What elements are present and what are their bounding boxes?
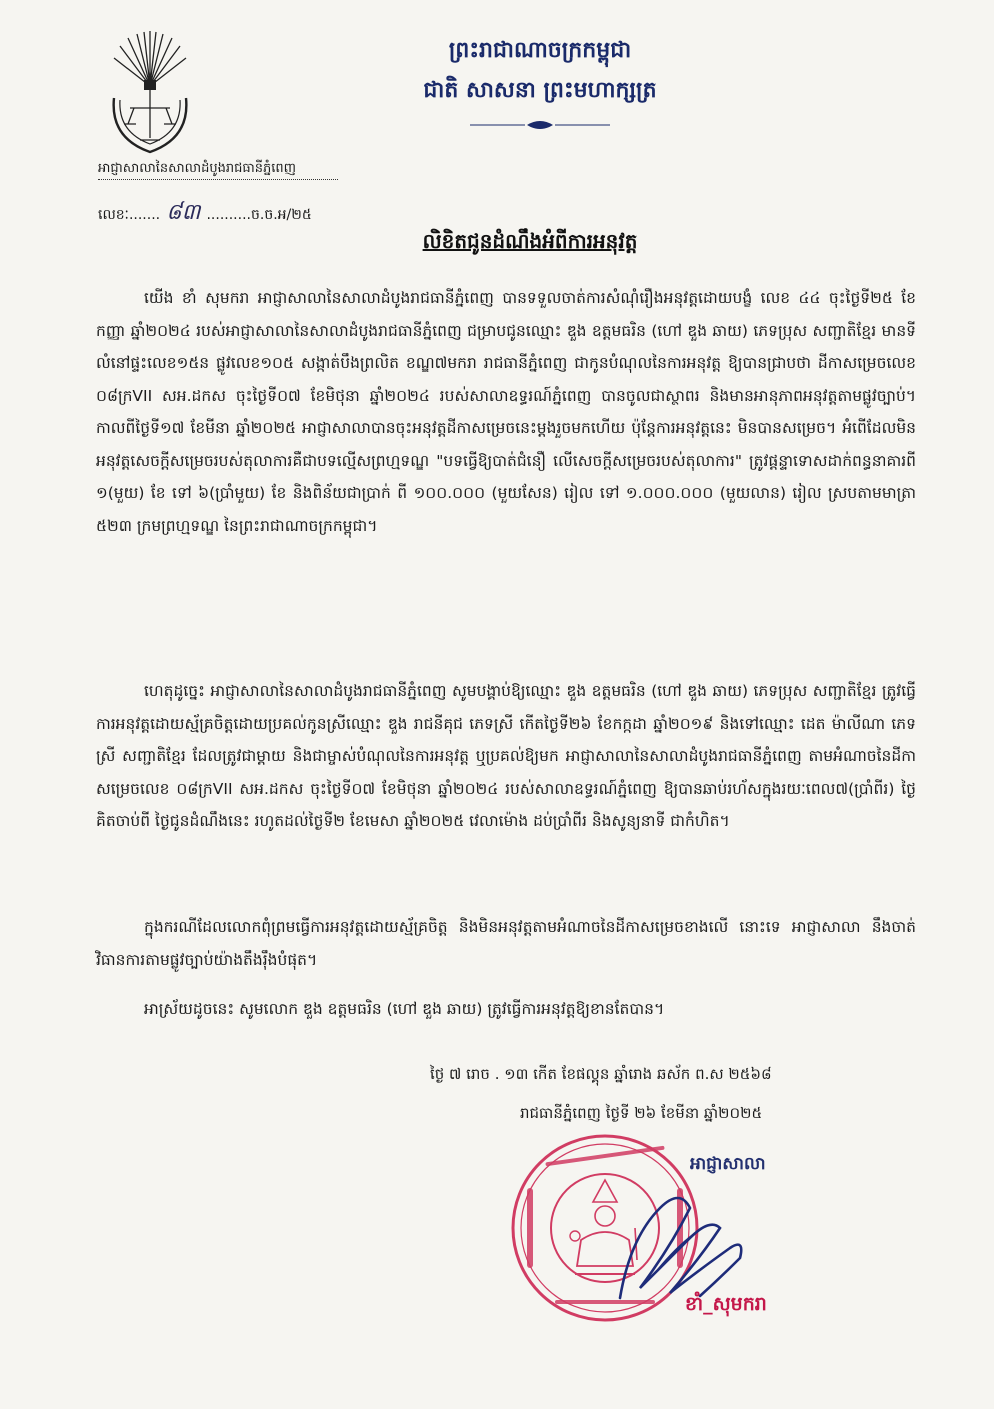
reference-number: លេខៈ....... ៨៣ ..........ច.ច.អ/២៥ [98, 200, 312, 225]
paragraph-notice: យើង ខាំ សុមករា អាជ្ញាសាលានៃសាលាដំបូងរាជធានីភ្នំពេញ បានទទួលចាត់ការសំណុំរឿងអនុវត្តដោយបង្ខំ លេខ ៤៤ ចុះថ្ងៃទី២៥ ខែកញ្ញា ឆ្នាំ២០២៤ របស់អាជ្ញាសាលានៃសាលាដំបូងរាជធានីភ្នំពេញ ជម្រាបជូនឈ្មោះ ឌួង ឧត្តមធរិន (ហៅ ឌួង ឆាយ) ភេទប្រុស សញ្ជាតិខ្មែរ មានទីលំនៅផ្ទះលេខ១៥ន ផ្លូវលេខ១០៥ សង្កាត់បឹងព្រលិត ខណ្ឌ៧មករា រាជធានីភ្នំពេញ ជាកូនបំណុលនៃការអនុវត្ត ឱ្យបានជ្រាបថា ដីកាសម្រេចលេខ ០៨ក្រVII សអ.ដកស ចុះថ្ងៃទី០៧ ខែមិថុនា ឆ្នាំ២០២៤ របស់សាលាឧទ្ធរណ៍ភ្នំពេញ បានចូលជាស្ថាពរ និងមានអានុភាពអនុវត្តតាមផ្លូវច្បាប់។ កាលពីថ្ងៃទី១៧ ខែមីនា ឆ្នាំ២០២៥ អាជ្ញាសាលាបានចុះអនុវត្តដីកាសម្រេចនេះម្តងរួចមកហើយ ប៉ុន្តែការអនុវត្តនេះ មិនបានសម្រេច។ អំពើដែលមិនអនុវត្តសេចក្តីសម្រេចរបស់តុលាការគឺជាបទល្មើសព្រហ្មទណ្ឌ "បទធ្វើឱ្យបាត់ជំនឿ លើសេចក្តីសម្រេចរបស់តុលាការ" ត្រូវផ្តន្ទាទោសដាក់ពន្ធនាគារពី ១(មួយ) ខែ ទៅ ៦(ប្រាំមួយ) ខែ និងពិន័យជាប្រាក់ ពី ១០០.០០០ (មួយសែន) រៀល ទៅ ១.០០០.០០០ (មួយលាន) រៀល ស្របតាមមាត្រា ៥២៣ ក្រមព្រហ្មទណ្ឌ នៃព្រះរាជាណាចក្រកម្ពុជា។ [96, 289, 916, 535]
gregorian-date: រាជធានីភ្នំពេញ ថ្ងៃទី ២៦ ខែមីនា ឆ្នាំ២០២៥ [520, 1104, 763, 1122]
national-motto: ជាតិ សាសនា ព្រះមហាក្សត្រ [423, 78, 657, 103]
divider-ornament-icon [465, 117, 615, 133]
reference-code: ច.ច.អ/២៥ [250, 207, 312, 223]
organization-name: អាជ្ញាសាលានៃសាលាដំបូងរាជធានីភ្នំពេញ [98, 160, 338, 180]
court-emblem-icon [100, 28, 200, 158]
reference-value: ៨៣ [166, 200, 201, 225]
paragraph-warning: ក្នុងករណីដែលលោកពុំព្រមធ្វើការអនុវត្តដោយស្ម័គ្រចិត្ត និងមិនអនុវត្តតាមអំណាចនៃដីកាសម្រេចខាងលើ នោះទេ អាជ្ញាសាលា នឹងចាត់វិធានការតាមផ្លូវច្បាប់យ៉ាងតឹងរ៉ឹងបំផុត។ [96, 918, 916, 969]
lunar-date: ថ្ងៃ ៧ រោច . ១៣ កើត ខែផល្គុន ឆ្នាំរោង ឆស័ក ព.ស ២៥៦៨ [430, 1065, 772, 1083]
reference-label: លេខៈ [98, 207, 129, 223]
document-title: លិខិតជូនដំណឹងអំពីការអនុវត្ត [422, 229, 638, 253]
signer-title: អាជ្ញាសាលា [690, 1154, 766, 1174]
paragraph-order: ហេតុដូច្នេះ អាជ្ញាសាលានៃសាលាដំបូងរាជធានីភ្នំពេញ សូមបង្គាប់ឱ្យឈ្មោះ ឌួង ឧត្តមធរិន (ហៅ ឌួង ឆាយ) ភេទប្រុស សញ្ជាតិខ្មែរ ត្រូវធ្វើការអនុវត្តដោយស្ម័គ្រចិត្តដោយប្រគល់កូនស្រីឈ្មោះ ឌួង រាជនីគុជ ភេទស្រី កើតថ្ងៃទី២៦ ខែកក្កដា ឆ្នាំ២០១៩ និងទៅឈ្មោះ ដេត ម៉ាលីណា ភេទស្រី សញ្ជាតិខ្មែរ ដែលត្រូវជាម្តាយ និងជាម្ចាស់បំណុលនៃការអនុវត្ត ឬប្រគល់ឱ្យមក អាជ្ញាសាលានៃសាលាដំបូងរាជធានីភ្នំពេញ តាមអំណាចនៃដីកាសម្រេចលេខ ០៨ក្រVII សអ.ដកស ចុះថ្ងៃទី០៧ ខែមិថុនា ឆ្នាំ២០២៤ របស់សាលាឧទ្ធរណ៍ភ្នំពេញ ឱ្យបានឆាប់រហ័សក្នុងរយៈពេល៧(ប្រាំពីរ) ថ្ងៃ គិតចាប់ពី ថ្ងៃជូនដំណឹងនេះ រហូតដល់ថ្ងៃទី២ ខែមេសា ឆ្នាំ២០២៥ វេលាម៉ោង ដប់ប្រាំពីរ និងសូន្យនាទី ជាកំហិត។ [96, 682, 916, 830]
kingdom-heading: ព្រះរាជាណាចក្រកម្ពុជា [448, 38, 632, 63]
signer-name: ខាំ_សុមករា [685, 1293, 767, 1315]
paragraph-conclusion: អាស្រ័យដូចនេះ សូមលោក ឌួង ឧត្តមធរិន (ហៅ ឌួង ឆាយ) ត្រូវធ្វើការអនុវត្តឱ្យខានតែបាន។ [144, 1000, 665, 1018]
